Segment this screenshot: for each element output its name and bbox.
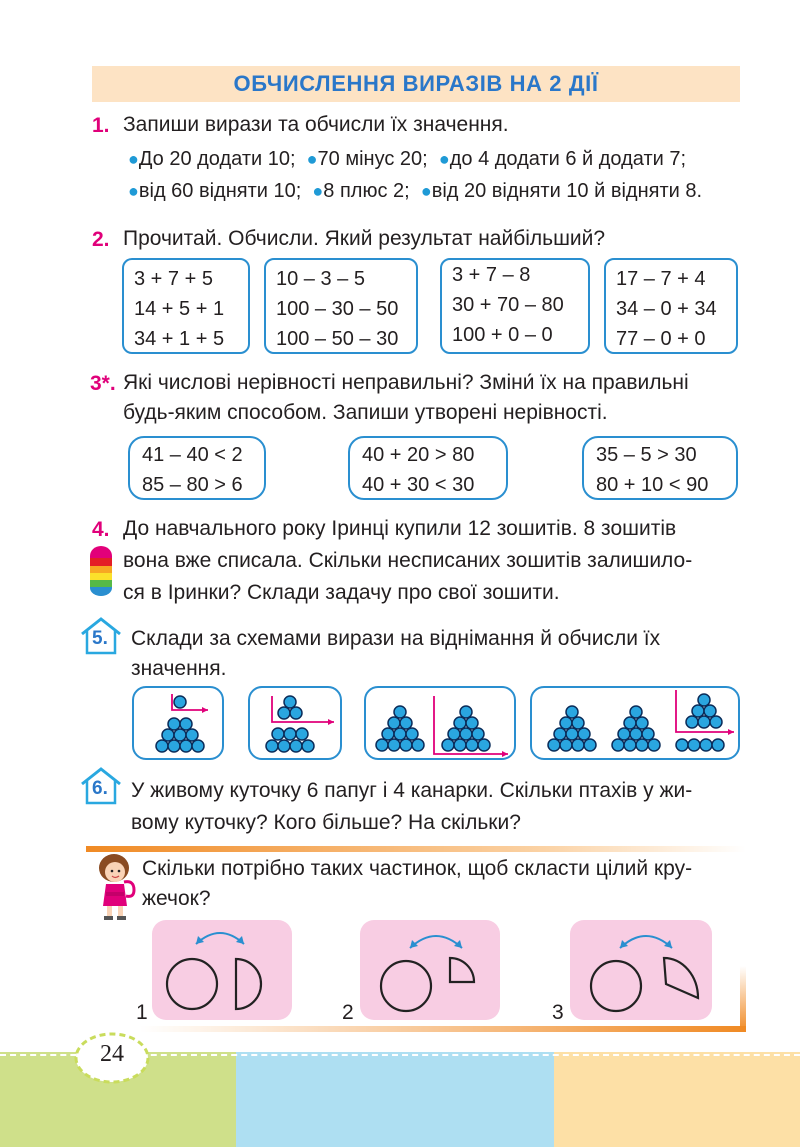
inequality-box-1: [128, 436, 266, 500]
task6-number: 6.: [92, 778, 108, 799]
expression: 34 + 1 + 5: [134, 328, 225, 350]
frame-top-border: [86, 846, 746, 852]
bullet-icon: ●: [312, 181, 324, 201]
task4-number: 4.: [92, 518, 110, 541]
circle-card-1: [152, 920, 292, 1020]
task4-line2: вона вже списала. Скільки несписаних зошитів залишило-: [123, 549, 693, 572]
section-title: ОБЧИСЛЕННЯ ВИРАЗІВ НА 2 ДІЇ: [92, 66, 740, 102]
expression: 14 + 5 + 1: [134, 298, 225, 320]
card-label-3: 3: [552, 1001, 564, 1024]
scheme-diagram: [366, 688, 514, 758]
card-label-2: 2: [342, 1001, 354, 1024]
expression: 30 + 70 – 80: [452, 294, 564, 316]
inequality-box-2: [348, 436, 508, 500]
inequality: 40 + 30 < 30: [362, 474, 475, 496]
bullet-icon: ●: [128, 149, 139, 169]
page-number: 24: [100, 1041, 124, 1067]
task3-number: 3*.: [90, 372, 116, 395]
whole-and-half-diagram: [152, 920, 292, 1020]
card-label-1: 1: [136, 1001, 148, 1024]
bullet-item: від 20 відняти 10 й відняти 8.: [431, 180, 703, 202]
scheme-diagram: [532, 688, 738, 758]
expression: 100 + 0 – 0: [452, 324, 553, 346]
task7-line1: Скільки потрібно таких частинок, щоб скласти цілий кру-: [142, 857, 693, 880]
bullet-item: до 4 додати 6 й додати 7;: [449, 148, 687, 170]
task3-line2: будь-яким способом. Запиши утворені нерівності.: [123, 401, 608, 424]
pencil-stack-icon: [88, 544, 114, 596]
footer-blue-block: [236, 1052, 554, 1147]
scheme-card-1: [132, 686, 224, 760]
task5-line1: Склади за схемами вирази на віднімання й обчисли їх: [131, 627, 661, 650]
task5-number: 5.: [92, 628, 108, 649]
expression-box-4: [604, 258, 738, 354]
expression: 77 – 0 + 0: [616, 328, 706, 350]
whole-and-sector-diagram: [570, 920, 712, 1020]
frame-right-border: [740, 966, 746, 1032]
task6-line2: вому куточку? Кого більше? На скільки?: [131, 811, 521, 834]
inequality: 41 – 40 < 2: [142, 444, 243, 466]
svg-text:?: ?: [127, 884, 133, 897]
task1-number: 1.: [92, 114, 110, 137]
footer-orange-block: [554, 1052, 800, 1147]
expression-box-3: [440, 258, 590, 354]
expression: 100 – 50 – 30: [276, 328, 399, 350]
scheme-card-2: [248, 686, 342, 760]
task1-bullets-row2: [128, 180, 702, 203]
inequality-box-3: [582, 436, 738, 500]
expression: 10 – 3 – 5: [276, 268, 365, 290]
whole-and-quarter-diagram: [360, 920, 500, 1020]
bullet-item: До 20 додати 10;: [138, 148, 296, 170]
scheme-card-3: [364, 686, 516, 760]
inequality: 85 – 80 > 6: [142, 474, 243, 496]
girl-icon: [94, 852, 140, 924]
bullet-icon: ●: [128, 181, 139, 201]
task3-line1: Які числові нерівності неправильні? Зміни́ їх на правильні: [123, 371, 689, 394]
task1-text: Запиши вирази та обчисли їх значення.: [123, 113, 509, 136]
scheme-diagram: [250, 688, 340, 758]
expression: 34 – 0 + 34: [616, 298, 717, 320]
circle-card-2: [360, 920, 500, 1020]
expression: 3 + 7 + 5: [134, 268, 213, 290]
bullet-item: 8 плюс 2;: [323, 180, 410, 202]
task4-line3: ся в Іринки? Склади задачу про свої зошити.: [123, 581, 560, 604]
expression: 17 – 7 + 4: [616, 268, 706, 290]
scheme-card-4: [530, 686, 740, 760]
task6-line1: У живому куточку 6 папуг і 4 канарки. Скільки птахів у жи-: [131, 779, 693, 802]
inequality: 40 + 20 > 80: [362, 444, 475, 466]
circle-card-3: [570, 920, 712, 1020]
task2-number: 2.: [92, 228, 110, 251]
expression: 3 + 7 – 8: [452, 264, 531, 286]
task4-line1: До навчального року Іринці купили 12 зошитів. 8 зошитів: [123, 517, 677, 540]
bullet-item: 70 мінус 20;: [317, 148, 428, 170]
inequality: 35 – 5 > 30: [596, 444, 697, 466]
bullet-icon: ●: [438, 149, 450, 169]
task2-text: Прочитай. Обчисли. Який результат найбільший?: [123, 227, 606, 250]
task5-line2: значення.: [131, 657, 227, 680]
bullet-icon: ●: [420, 181, 432, 201]
frame-bottom-border: [140, 1026, 746, 1032]
task7-line2: жечок?: [142, 887, 211, 910]
bullet-item: від 60 відняти 10;: [138, 180, 302, 202]
scheme-diagram: [134, 688, 222, 758]
expression-box-2: [264, 258, 418, 354]
bullet-icon: ●: [306, 149, 318, 169]
inequality: 80 + 10 < 90: [596, 474, 709, 496]
expression: 100 – 30 – 50: [276, 298, 399, 320]
task1-bullets-row1: [128, 148, 686, 171]
expression-box-1: [122, 258, 250, 354]
